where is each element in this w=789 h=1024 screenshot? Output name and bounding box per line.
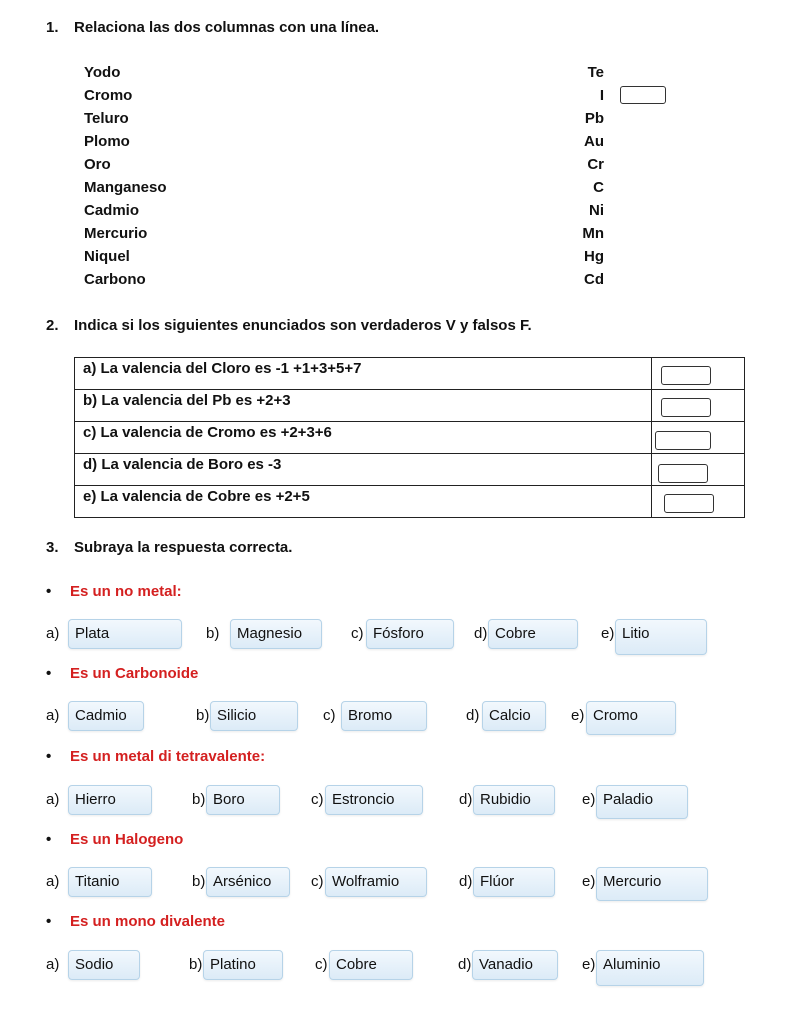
question-1-title: [46, 19, 379, 36]
table-row: [75, 422, 745, 454]
option-button[interactable]: Cobre: [488, 619, 578, 649]
option-button[interactable]: Magnesio: [230, 619, 322, 649]
question-2-title: [46, 317, 532, 334]
table-row: [75, 390, 745, 422]
group-heading: • Es un Halogeno: [46, 831, 184, 848]
option-button[interactable]: Hierro: [68, 785, 152, 815]
option-letter: e): [582, 873, 596, 890]
elements-column: [84, 61, 167, 291]
answer-cell: [652, 486, 745, 518]
option-letter: c): [311, 873, 324, 890]
answer-input[interactable]: [620, 86, 666, 104]
option-button[interactable]: Cromo: [586, 701, 676, 735]
option-button[interactable]: Fósforo: [366, 619, 454, 649]
statement: d) La valencia de Boro es -3: [75, 454, 652, 486]
element-symbol: Mn: [582, 225, 604, 242]
option-button[interactable]: Bromo: [341, 701, 427, 731]
option-button[interactable]: Calcio: [482, 701, 546, 731]
element-name: Oro: [84, 156, 111, 173]
option-letter: a): [46, 707, 60, 724]
option-button[interactable]: Plata: [68, 619, 182, 649]
option-letter: c): [351, 625, 364, 642]
option-letter: d): [458, 956, 472, 973]
group-heading: • Es un mono divalente: [46, 913, 226, 930]
option-letter: d): [466, 707, 480, 724]
option-letter: b): [196, 707, 210, 724]
option-button[interactable]: Flúor: [473, 867, 555, 897]
question-3-title: [46, 539, 292, 556]
answer-cell: [652, 454, 745, 486]
option-letter: a): [46, 873, 60, 890]
option-letter: a): [46, 956, 60, 973]
option-letter: a): [46, 791, 60, 808]
option-button[interactable]: Estroncio: [325, 785, 423, 815]
option-letter: e): [571, 707, 585, 724]
option-letter: b): [189, 956, 203, 973]
element-name: Cromo: [84, 87, 133, 104]
element-symbol: Pb: [584, 110, 604, 127]
element-name: Yodo: [84, 64, 121, 81]
statement: e) La valencia de Cobre es +2+5: [75, 486, 652, 518]
answer-cell: [652, 422, 745, 454]
option-button[interactable]: Litio: [615, 619, 707, 655]
element-name: Carbono: [84, 271, 146, 288]
option-letter: c): [323, 707, 336, 724]
question-text: Relaciona las dos columnas con una línea.: [74, 19, 380, 36]
symbols-column: [564, 61, 604, 291]
option-letter: d): [474, 625, 488, 642]
element-symbol: Au: [584, 133, 604, 150]
true-false-table: [74, 357, 745, 518]
element-symbol: C: [593, 179, 604, 196]
option-button[interactable]: Rubidio: [473, 785, 555, 815]
answer-cell: [652, 390, 745, 422]
element-symbol: Cd: [584, 271, 604, 288]
element-symbol: I: [599, 87, 604, 104]
element-name: Plomo: [84, 133, 130, 150]
group-heading: • Es un metal di tetravalente:: [46, 748, 266, 765]
question-text: Indica si los siguientes enunciados son verdaderos V y falsos F.: [74, 317, 532, 334]
option-button[interactable]: Silicio: [210, 701, 298, 731]
element-symbol: Te: [587, 64, 604, 81]
statement: a) La valencia del Cloro es -1 +1+3+5+7: [75, 358, 652, 390]
option-button[interactable]: Boro: [206, 785, 280, 815]
answer-input[interactable]: [664, 494, 714, 513]
statement: c) La valencia de Cromo es +2+3+6: [75, 422, 652, 454]
element-symbol: Ni: [589, 202, 604, 219]
group-heading: • Es un no metal:: [46, 583, 182, 600]
element-name: Niquel: [84, 248, 130, 265]
answer-input[interactable]: [655, 431, 711, 450]
option-letter: e): [582, 791, 596, 808]
answer-cell: [652, 358, 745, 390]
answer-input[interactable]: [661, 366, 711, 385]
question-number: 3.: [46, 539, 59, 556]
answer-input[interactable]: [661, 398, 711, 417]
element-symbol: Hg: [584, 248, 604, 265]
option-letter: e): [601, 625, 615, 642]
option-button[interactable]: Paladio: [596, 785, 688, 819]
element-symbol: Cr: [587, 156, 604, 173]
option-button[interactable]: Vanadio: [472, 950, 558, 980]
option-letter: a): [46, 625, 60, 642]
question-number: 2.: [46, 317, 59, 334]
option-letter: e): [582, 956, 596, 973]
option-button[interactable]: Mercurio: [596, 867, 708, 901]
table-row: [75, 358, 745, 390]
option-letter: d): [459, 873, 473, 890]
option-letter: c): [315, 956, 328, 973]
option-button[interactable]: Arsénico: [206, 867, 290, 897]
question-number: 1.: [46, 19, 59, 36]
option-button[interactable]: Cadmio: [68, 701, 144, 731]
table-row: [75, 486, 745, 518]
option-button[interactable]: Cobre: [329, 950, 413, 980]
group-heading: • Es un Carbonoide: [46, 665, 199, 682]
option-letter: c): [311, 791, 324, 808]
element-name: Cadmio: [84, 202, 140, 219]
option-letter: b): [192, 873, 206, 890]
option-button[interactable]: Titanio: [68, 867, 152, 897]
statement: b) La valencia del Pb es +2+3: [75, 390, 652, 422]
option-button[interactable]: Aluminio: [596, 950, 704, 986]
option-letter: b): [206, 625, 220, 642]
option-button[interactable]: Platino: [203, 950, 283, 980]
element-name: Manganeso: [84, 179, 167, 196]
element-name: Mercurio: [84, 225, 148, 242]
answer-input[interactable]: [658, 464, 708, 483]
element-name: Teluro: [84, 110, 129, 127]
question-text: Subraya la respuesta correcta.: [74, 539, 293, 556]
option-button[interactable]: Sodio: [68, 950, 140, 980]
table-row: [75, 454, 745, 486]
option-letter: d): [459, 791, 473, 808]
option-button[interactable]: Wolframio: [325, 867, 427, 897]
option-letter: b): [192, 791, 206, 808]
